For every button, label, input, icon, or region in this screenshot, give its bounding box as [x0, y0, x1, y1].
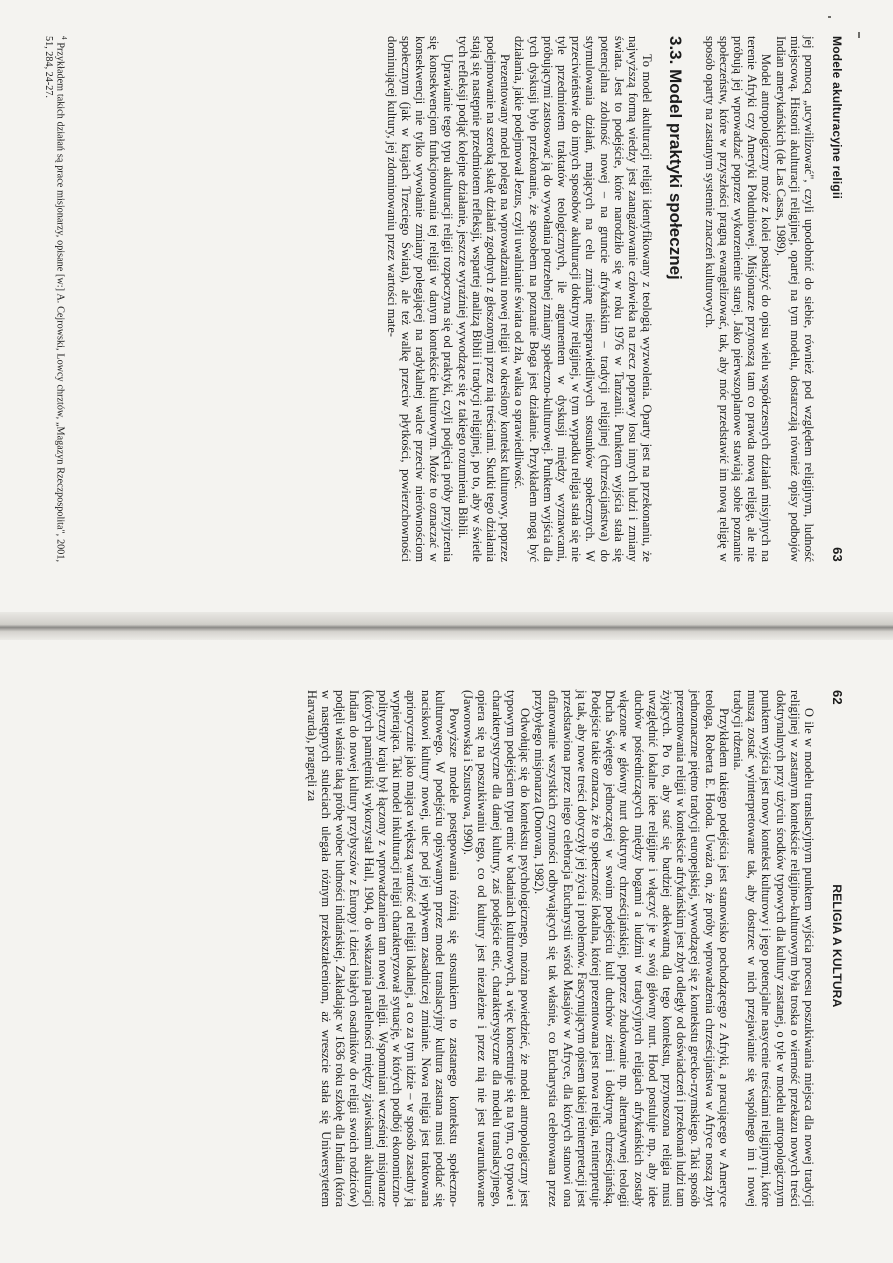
running-head-title: Modele akulturacyjne religii [830, 36, 844, 199]
page-63 [0, 0, 893, 612]
scan-speck [828, 16, 831, 18]
paragraph: jej pomocą „ucywilizować", czyli upodobnić do siebie, również pod względem religijnym, ludność miejscową. Historii akulturacji religijnej, opartej na tym modelu, dostarczają również opisy podbojów Indian amerykańskich (de Las Casas, 1989). [773, 36, 816, 562]
paragraph: O ile w modelu translacyjnym punktem wyjścia procesu poszukiwania miejsca dla nowej tradycji religijnej w zastanym kontekście religijno-kulturowym była troska o wierność przekazu nowych treści doktrynalnych przy użyciu środków typowych dla kultury zastanej, o tyle w modelu antropologicznym punktem wyjścia jest nowy kontekst kulturowy i jego potencjalne nasycenie treściami religijnymi, które muszą zostać wyinterpretowane tak, aby dostrzec w nich przejawianie się wspólnego im i nowej tradycji rdzenia. [730, 690, 816, 1207]
footnote [42, 36, 70, 562]
paragraph: To model akulturacji religii identyfikowany z teologią wyzwolenia. Oparty jest na przekonaniu, że najwyższą formą wiedzy jest zaangażowanie człowieka na rzecz poprawy losu innych ludzi i zmiany świata. Jest to podejście, które narodziło się w roku 1976 w Tanzanii. Punktem wyjścia stała się potencjalna zdolność nowej – na gruncie afrykańskim – tradycji religijnej (chrześcijaństwa) do stymulowania działań, mających na celu zmianę niesprawiedliwych stosunków społecznych. W przeciwieństwie do innych sposobów akulturacji doktryny religijnej, w tym wypadku religia stała się nie tyle przedmiotem traktatów teologicznych, ile argumentem w dyskusji między wyznawcami, próbującymi zastosować ją do wywołania potrzebnej zmiany społeczno-kulturowej. Punktem wyjścia dla tych dyskusji było przekonanie, że sposobem na poznanie Boga jest działanie. Przykładem mogą być działania, jakie podejmował Jezus, czyli uwalnianie świata od zła, walka o sprawiedliwość. [512, 36, 655, 562]
running-head-title: RELIGIA A KULTURA [830, 884, 844, 1008]
paragraph: Odwołując się do kontekstu psychologicznego, można powiedzieć, że model antropologiczny jest typowym podejściem typu emic w badaniach kulturowych, a więc koncentruje się na tym, co typowe i charakterystyczne dla danej kultury, zaś podejście etic, charakterystyczne dla modelu translacyjnego, opiera się na poszukiwaniu tego, co od kultury jest niezależne i przez nią nie jest uwarunkowane (Jaworowska i Szustrowa, 1990). [461, 690, 532, 1207]
paragraph: Przykładem takiego podejścia jest stanowisko pochodzącego z Afryki, a pracującego w Ameryce teologa, Roberta E. Hooda. Uważa on, że próby wprowadzenia chrześcijaństwa w Afryce noszą zbyt jednoznaczne piętno tradycji europejskiej, wywodzącej się z kontekstu grecko-rzymskiego. Taki sposób prezentowania religii w kontekście afrykańskim jest zbyt odległy od doświadczeń i przekonań ludzi tam żyjących. Po to, aby stać się bardziej adekwatną dla tego kontekstu, przynoszona religia musi uwzględnić lokalne idee religijne i włączyć je w swój główny nurt. Hood postuluje np., aby idee duchów pośredniczących między bogami a ludźmi w tradycyjnych religiach afrykańskich zostały włączone w główny nurt doktryny chrześcijańskiej, poprzez zbudowanie np. alternatywnej teologii Ducha Świętego jednoczącej w swoim podejściu kult duchów ziemi i doktrynę chrześcijańską. Podejście takie oznacza, że to społeczność lokalna, której prezentowana jest nowa religia, reinterpretuje ją tak, aby nowe treści dotyczyły jej życia i problemów. Fascynującym opisem takiej reinterpretacji jest przedstawiona przez niego celebracja Eucharystii wśród Masajów w Afryce, dla których stanowi ona ofiarowanie wszystkich czynności odbywających się tak właśnie, co Eucharystia celebrowana przez przybyłego misjonarza (Donovan, 1982). [532, 690, 731, 1207]
footnote-mark: 4 [60, 36, 69, 40]
paragraph: Model antropologiczny może z kolei posłużyć do opisu wielu współczesnych działań misyjnych na terenie Afryki czy Ameryki Południowej. Misjonarze przynoszą tam co prawda nową religię, ale nie próbują jej wprowadzać poprzez wykorzenienie starej. Jako pierwszoplanowe stawiają sobie poznanie społeczeństw, które w przyszłości pragną ewangelizować, tak, aby móc przedstawić im nową religię w sposób oparty na zastanym systemie znaczeń kulturowych. [702, 36, 774, 562]
body-text [305, 690, 816, 1207]
running-head [830, 690, 845, 1207]
section-heading: 3.3. Model praktyki społecznej [666, 36, 686, 280]
scan-speck [858, 32, 860, 38]
page-62 [0, 640, 893, 1263]
paragraph: Powyższe modele postępowania różnią się stosunkiem to zastanego kontekstu społeczno-kulturowego. W podejściu opisywanym przez model translacyjny kultura zastana musi poddać się naciskowi kultury nowej, ulec pod jej wpływem zasadniczej zmianie. Nowa religia jest traktowana apriorycznie jako mająca większą wartość od religii lokalnej, a co za tym idzie – w sposób zasadny ją wypierająca. Taki model inkulturacji religii charakteryzował sytuację, w których podbój ekonomiczno-polityczny kraju był łączony z wprowadzaniem tam nowej religii. Wspomniani wcześniej misjonarze (których pamiętniki wykorzystał Hall, 1904, do wskazania paralelności między zjawiskami akulturacji Indian do nowej kultury przybyszów z Europy i dzieci białych osadników do religii swoich rodziców) podjęli właśnie taką próbę wobec ludności indiańskiej. Zakładając w 1636 roku szkołę dla Indian (która w następnych stuleciach ulegała różnym przekształceniom, aż wreszcie stała się Uniwersytetem Harvarda), pragnęli za [304, 690, 461, 1207]
paragraph: Prezentowany model polega na wprowadzaniu nowej religii w określony kontekst kulturowy, poprzez podejmowanie na szeroką skalę działań zgodnych z głoszonymi przez nią treściami. Skutki tego działania stają się następnie przedmiotem refleksji, wspartej analizą Biblii i tradycji religijnej, po to, aby w świetle tych refleksji podjąć kolejne działanie, jeszcze wyraźniej wywodzące się z takiego rozumienia Biblii. [455, 36, 513, 562]
running-head [830, 36, 845, 562]
paragraph: Uprawianie tego typu akulturacji religii rozpoczyna się od praktyki, czyli podjęcia próby przyjrzenia się konsekwencjom funkcjonowania tej religii w danym kontekście kulturowym. Może to oznaczać w konsekwencji nie tylko wywołanie zmiany polegającej na radykalnej walce przeciw nierównościom społecznym (jak w krajach Trzeciego Świata), ale też walkę przeciw płytkości, powierzchowności dominującej kultury, jej zdominowaniu przez wartości mate- [384, 36, 456, 562]
body-text [384, 36, 816, 562]
page-number: 62 [830, 690, 845, 705]
book-gutter [0, 612, 893, 640]
page-number: 63 [830, 547, 845, 562]
footnote-text: Przykładem takich działań są prace misjonarzy, opisane [w:] A. Cejrowski, Lowcy chrztów, „Magazyn Rzeczpospolita", 2001, 51, 284, 24-27. [43, 36, 66, 563]
